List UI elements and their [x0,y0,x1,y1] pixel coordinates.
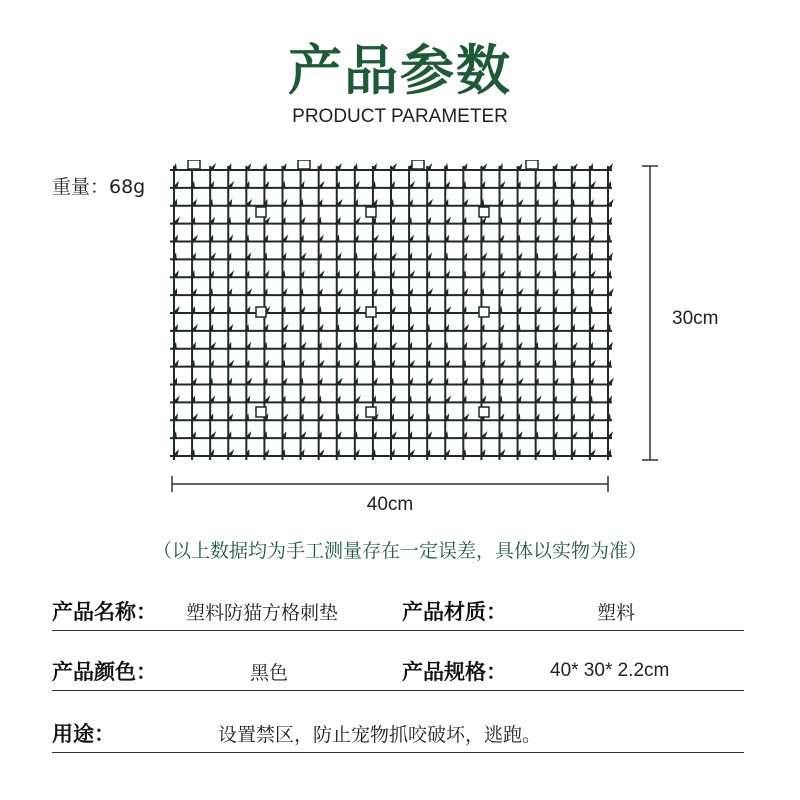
product-name-label: 产品名称： [52,600,157,624]
product-size-label: 产品规格： [402,660,507,684]
spec-row-name-material [52,586,744,631]
product-color-label: 产品颜色： [52,660,157,684]
height-dimension-label: 30cm [672,308,719,329]
usage-label: 用途： [52,722,115,746]
page-subtitle: PRODUCT PARAMETER [292,106,508,127]
page-title: 产品参数 [288,39,512,102]
measurement-note: （以上数据均为手工测量存在一定误差，具体以实物为准） [152,540,647,562]
weight-label: 重量：68g [52,176,146,198]
width-dimension-label: 40cm [366,494,414,515]
product-material-label: 产品材质： [402,600,507,624]
product-size-value: 40* 30* 2.2cm [550,660,670,681]
product-color-value: 黑色 [250,662,289,684]
product-material-value: 塑料 [597,602,636,624]
spec-row-usage [52,708,744,753]
spec-row-color-size [52,646,744,691]
usage-value: 设置禁区，防止宠物抓咬破坏，逃跑。 [218,724,542,746]
product-name-value: 塑料防猫方格刺垫 [186,602,339,624]
